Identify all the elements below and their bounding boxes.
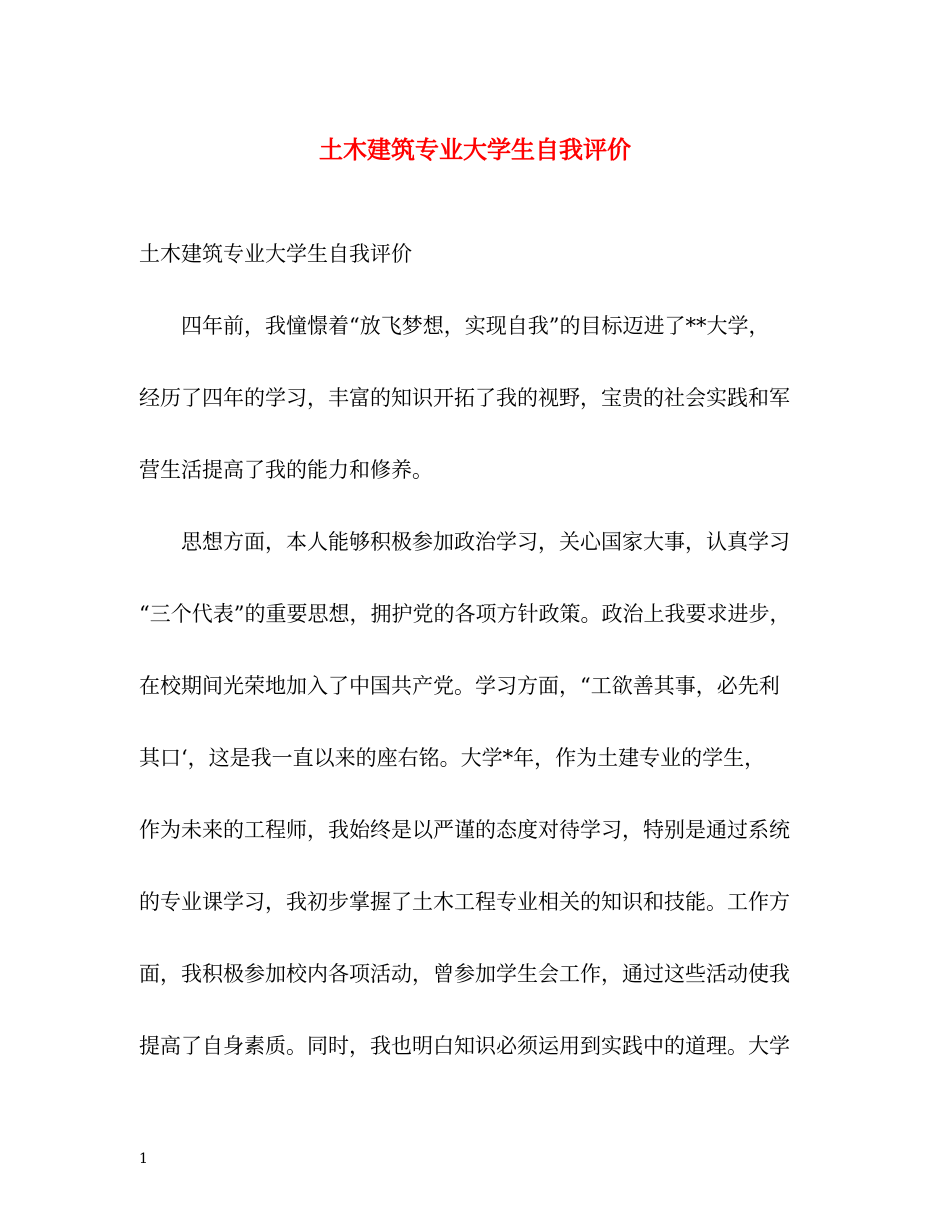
paragraph-line: 营生活提高了我的能力和修养。: [139, 458, 433, 482]
paragraph-line: 的专业课学习，我初步掌握了土木工程专业相关的知识和技能。工作方: [139, 890, 790, 914]
document-title: 土木建筑专业大学生自我评价: [319, 135, 631, 164]
paragraph-line: 思想方面，本人能够积极参加政治学习，关心国家大事，认真学习: [181, 530, 790, 554]
paragraph-line: 在校期间光荣地加入了中国共产党。学习方面，“工欲善其事，必先利: [139, 674, 780, 698]
subtitle-line: 土木建筑专业大学生自我评价: [139, 242, 412, 266]
paragraph-line: 经历了四年的学习，丰富的知识开拓了我的视野，宝贵的社会实践和军: [139, 386, 790, 410]
paragraph-line: 提高了自身素质。同时，我也明白知识必须运用到实践中的道理。大学: [139, 1034, 790, 1058]
page-number: 1: [139, 1151, 148, 1167]
paragraph-line: 作为未来的工程师，我始终是以严谨的态度对待学习，特别是通过系统: [139, 818, 790, 842]
paragraph-line: 其口‘，这是我一直以来的座右铭。大学*年，作为土建专业的学生，: [139, 746, 766, 770]
document-body: [139, 218, 839, 1082]
paragraph-line: “三个代表”的重要思想，拥护党的各项方针政策。政治上我要求进步，: [139, 602, 791, 626]
paragraph-line: 面，我积极参加校内各项活动，曾参加学生会工作，通过这些活动使我: [139, 962, 790, 986]
paragraph-line: 四年前，我憧憬着“放飞梦想，实现自我”的目标迈进了**大学，: [181, 314, 770, 338]
